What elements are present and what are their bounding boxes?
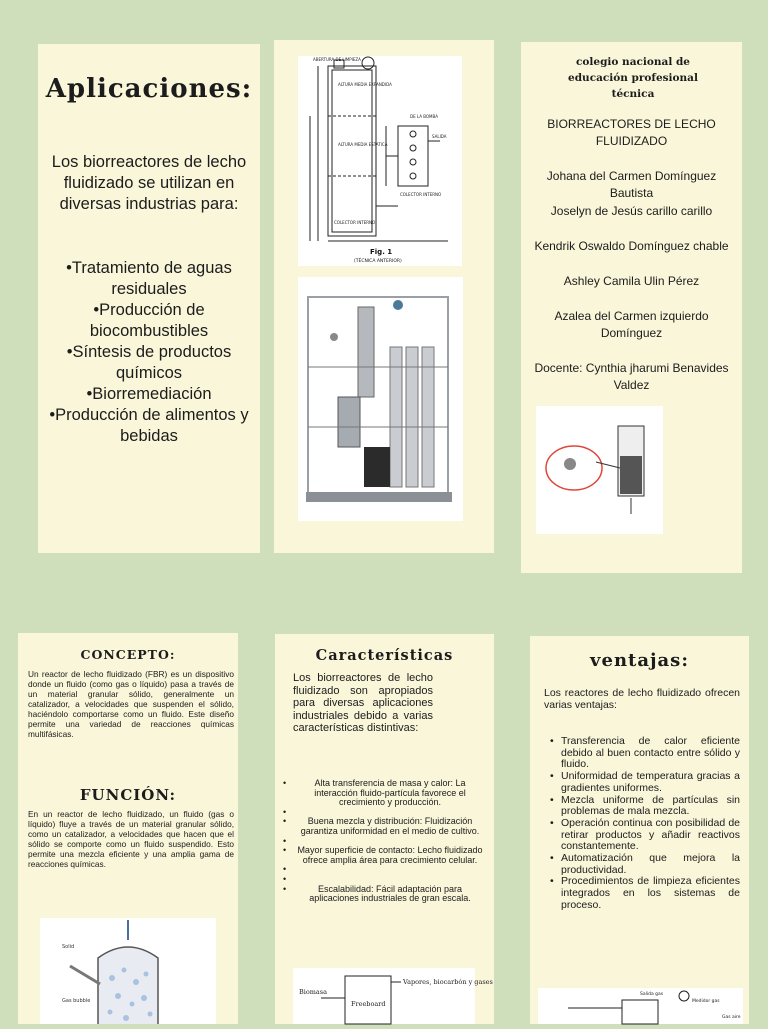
diagram-label: ALTURA MEDIA EXPANDIDA xyxy=(338,82,392,87)
author-name: Johana del Carmen Domínguez Bautista xyxy=(546,169,717,200)
list-item: • xyxy=(283,835,287,846)
author-name: Kendrik Oswaldo Domínguez chable xyxy=(534,239,729,253)
reactor-system-drawing xyxy=(538,988,743,1024)
fluidized-bed-illustration-drawing xyxy=(40,918,216,1024)
aplicaciones-intro: Los biorreactores de lecho fluidizado se utilizan en diversas industrias para: xyxy=(51,153,247,213)
list-item: • Uniformidad de temperatura gracias a gradientes uniformes. xyxy=(550,770,740,794)
diagram-label: Biomasa xyxy=(299,988,328,996)
concepto-text: Un reactor de lecho fluidizado (FBR) es un dispositivo donde un fluido (como gas o líquido) pasa a través de un material granular sólido, generalmente un catalizador, a velocidades que suspenden el sólido, haciéndolo comportarse como un fluido. Este diseño permite una variedad de reacciones químicas multifásicas. xyxy=(28,669,234,739)
caracteristicas-intro: Los biorreactores de lecho fluidizado son apropiados para diversas aplicaciones industriales debido a varias características distintivas: xyxy=(293,672,433,734)
list-item: • Buena mezcla y distribución: Fluidización garantiza uniformidad en el medio de cultivo. xyxy=(283,816,480,836)
funcion-title: FUNCIÓN: xyxy=(79,786,177,804)
diagram-caption: Fig. 1 xyxy=(370,248,393,256)
diagram-label: ALTURA MEDIA ESTATICA xyxy=(338,142,388,147)
author-name: Azalea del Carmen izquierdo Domínguez xyxy=(554,309,709,340)
cover-panel xyxy=(521,42,742,573)
aplicaciones-list xyxy=(42,258,256,447)
images-panel xyxy=(274,40,494,553)
list-item: • Mezcla uniforme de partículas sin problemas de mala mezcla. xyxy=(550,793,740,818)
list-item: • xyxy=(283,864,287,875)
fluidized-bed-drawing xyxy=(536,406,663,534)
caracteristicas-panel xyxy=(275,634,494,1024)
document-title: BIORREACTORES DE LECHO FLUIDIZADO xyxy=(547,117,716,148)
reactor-equipment-drawing xyxy=(298,277,463,521)
teacher-name: Docente: Cynthia jharumi Benavides Valdez xyxy=(534,361,729,392)
concepto-panel xyxy=(18,633,238,1024)
school-name: colegio nacional de educación profesional técnica xyxy=(568,56,698,100)
diagram-label: Vapores, biocarbón y gases xyxy=(403,978,493,986)
list-item: • Automatización que mejora la productividad. xyxy=(550,852,740,876)
figure-label: Gas bubble xyxy=(62,998,91,1004)
ventajas-list xyxy=(544,736,740,912)
reactor-system-diagram xyxy=(538,988,743,1024)
diagram-label: DE LA BOMBA xyxy=(410,114,438,119)
caracteristicas-title: Características xyxy=(315,647,454,664)
author-name: Joselyn de Jesús carillo carillo xyxy=(550,204,713,218)
diagram-subcaption: (TÉCNICA ANTERIOR) xyxy=(354,259,402,264)
ventajas-intro: Los reactores de lecho fluidizado ofrecen varias ventajas: xyxy=(544,687,740,711)
list-item: • Procedimientos de limpieza eficientes integrados en los sistemas de proceso. xyxy=(550,875,740,911)
diagram-label: SALIDA xyxy=(432,134,447,139)
diagram-label: COLECTOR INTERNO xyxy=(400,192,442,197)
fluidized-bed-illustration xyxy=(40,918,216,1024)
reactor-schematic-figure xyxy=(298,56,462,266)
aplicaciones-panel xyxy=(38,44,260,553)
reactor-equipment-photo xyxy=(298,277,463,521)
list-item: • Alta transferencia de masa y calor: La interacción fluido-partícula favorece el crecimiento y producción. xyxy=(283,778,466,808)
list-item: • Transferencia de calor eficiente debido al buen contacto entre sólido y fluido. xyxy=(550,735,740,771)
aplicaciones-title: Aplicaciones: xyxy=(45,74,253,104)
list-item: •Tratamiento de aguas residuales xyxy=(66,259,232,298)
ventajas-panel xyxy=(530,636,749,1024)
list-item: • Mayor superficie de contacto: Lecho fluidizado ofrece amplia área para crecimiento celular. xyxy=(283,845,483,865)
pyrolysis-diagram xyxy=(293,968,493,1024)
diagram-label: Salida gas xyxy=(640,992,664,997)
figure-label: Solid xyxy=(62,944,75,950)
diagram-label: Freeboard xyxy=(351,1000,386,1008)
list-item: •Biorremediación xyxy=(86,385,212,403)
diagram-label: Gas aire xyxy=(722,1015,741,1020)
caracteristicas-list xyxy=(283,779,487,904)
ventajas-title: ventajas: xyxy=(590,650,689,671)
pyrolysis-diagram-drawing xyxy=(293,968,493,1024)
list-item: • Operación continua con posibilidad de retirar productos y añadir reactivos constantemente. xyxy=(550,816,740,853)
diagram-label: ABERTURA DE LIMPIEZA xyxy=(313,57,361,62)
fluidized-bed-figure xyxy=(536,406,663,534)
list-item: • xyxy=(283,873,287,884)
author-name: Ashley Camila Ulin Pérez xyxy=(563,274,700,288)
list-item: • xyxy=(283,806,287,817)
list-item: • Escalabilidad: Fácil adaptación para aplicaciones industriales de gran escala. xyxy=(283,883,471,904)
diagram-label: COLECTOR INTERNO xyxy=(334,220,376,225)
list-item: •Producción de biocombustibles xyxy=(89,301,209,340)
list-item: •Síntesis de productos químicos xyxy=(66,343,232,382)
funcion-text: En un reactor de lecho fluidizado, un fluido (gas o líquido) fluye a través de un material granular sólido, como un catalizador, a velocidades que hacen que el sólido se comporte como un fluido suspendido. Esto permite una mezcla eficiente y una amplia gama de reacciones químicas. xyxy=(28,809,234,869)
list-item: •Producción de alimentos y bebidas xyxy=(49,406,249,445)
diagram-label: Medidor gas xyxy=(692,999,720,1004)
concepto-title: CONCEPTO: xyxy=(80,647,176,662)
reactor-schematic-drawing xyxy=(298,56,462,266)
